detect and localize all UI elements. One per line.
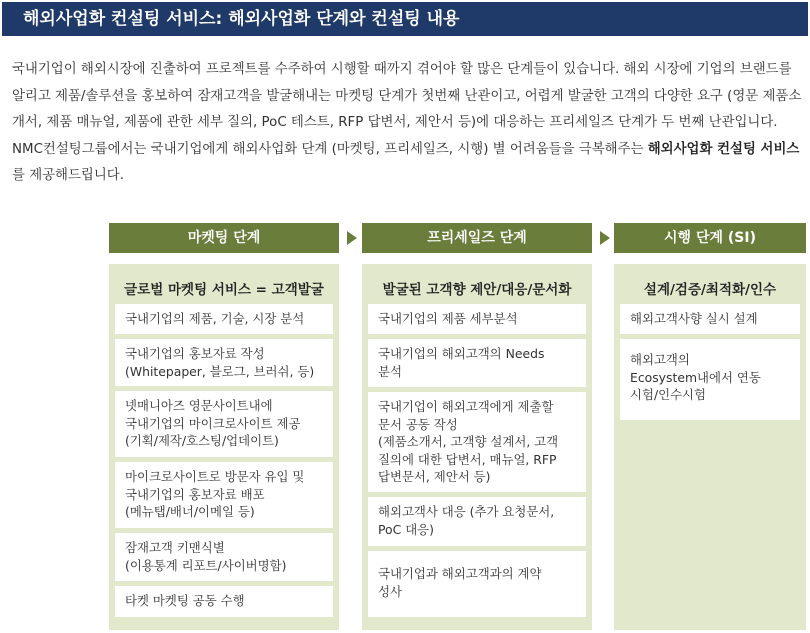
stage-subtitle: 글로벌 마켓팅 서비스 = 고객발굴	[124, 282, 324, 298]
list-item: 국내기업의 제품 세부분석	[368, 304, 586, 334]
list-item: 국내기업의 해외고객의 Needs 분석	[368, 339, 586, 387]
intro-bold-text: 해외사업화 컨설팅 서비스	[647, 141, 800, 157]
list-item: 국내기업이 해외고객에게 제출할 문서 공동 작성 (제품소개서, 고객향 설계서, 고객 질의에 대한 답변서, 매뉴얼, RFP 답변문서, 제안서 등)	[368, 392, 586, 492]
stage-si-panel	[614, 264, 806, 630]
arrow-right-icon	[347, 231, 357, 245]
intro-suffix: 를 제공해드립니다.	[12, 168, 124, 183]
page-title: 해외사업화 컨설팅 서비스: 해외사업화 단계와 컨설팅 내용	[2, 2, 808, 36]
intro-paragraph	[12, 57, 802, 190]
stage-subtitle: 발굴된 고객향 제안/대응/문서화	[382, 282, 572, 298]
stage-title: 프리세일즈 단계	[362, 223, 592, 253]
list-item: 해외고객사 대응 (추가 요청문서, PoC 대응)	[368, 497, 586, 546]
arrow-right-icon	[600, 231, 610, 245]
stage-marketing-panel	[109, 264, 339, 630]
list-item: 해외고객사향 실시 설계	[620, 304, 800, 334]
stage-subtitle: 설계/검증/최적화/인수	[643, 282, 777, 298]
list-item: 잠재고객 키맨식별 (이용통계 리포트/사이버명함)	[115, 533, 333, 581]
stage-si-header	[614, 223, 806, 253]
list-item: 국내기업과 해외고객과의 계약 성사	[368, 551, 586, 617]
stage-marketing-header	[109, 223, 339, 253]
intro-text: 국내기업이 해외시장에 진출하여 프로젝트를 수주하여 시행할 때까지 겪어야 할 많은 단계들이 있습니다. 해외 시장에 기업의 브랜드를 알리고 제품/솔루션을 홍보하여 잠재고객을 발굴해내는 마켓팅 단계가 첫번째 난관이고, 어렵게 발굴한 고객의 다양한 요구 (영문 제품소개서, 제품 매뉴얼, 제품에 관한 세부 질의, PoC 테스트, RFP 답변서, 제안서 등)에 대응하는 프리세일즈 단계가 두 번째 난관입니다. NMC컨설팅그룹에서는 국내기업에게 해외사업화 단계 (마켓팅, 프리세일즈, 시행) 별 어려움들을 극복해주는	[12, 62, 802, 157]
stage-title: 시행 단계 (SI)	[614, 223, 806, 253]
list-item: 국내기업의 제품, 기술, 시장 분석	[115, 304, 333, 334]
list-item: 넷매니아즈 영문사이트내에 국내기업의 마이크로사이트 제공 (기획/제작/호스팅/업데이트)	[115, 391, 333, 457]
list-item: 타켓 마켓팅 공동 수행	[115, 586, 333, 617]
stage-title: 마켓팅 단계	[109, 223, 339, 253]
stage-presales-header	[362, 223, 592, 253]
list-item: 마이크로사이트로 방문자 유입 및 국내기업의 홍보자료 배포 (메뉴탭/배너/이메일 등)	[115, 462, 333, 528]
stage-presales-panel	[362, 264, 592, 630]
list-item: 해외고객의 Ecosystem내에서 연동 시험/인수시험	[620, 339, 800, 420]
list-item: 국내기업의 홍보자료 작성 (Whitepaper, 블로그, 브러쉬, 등)	[115, 339, 333, 386]
